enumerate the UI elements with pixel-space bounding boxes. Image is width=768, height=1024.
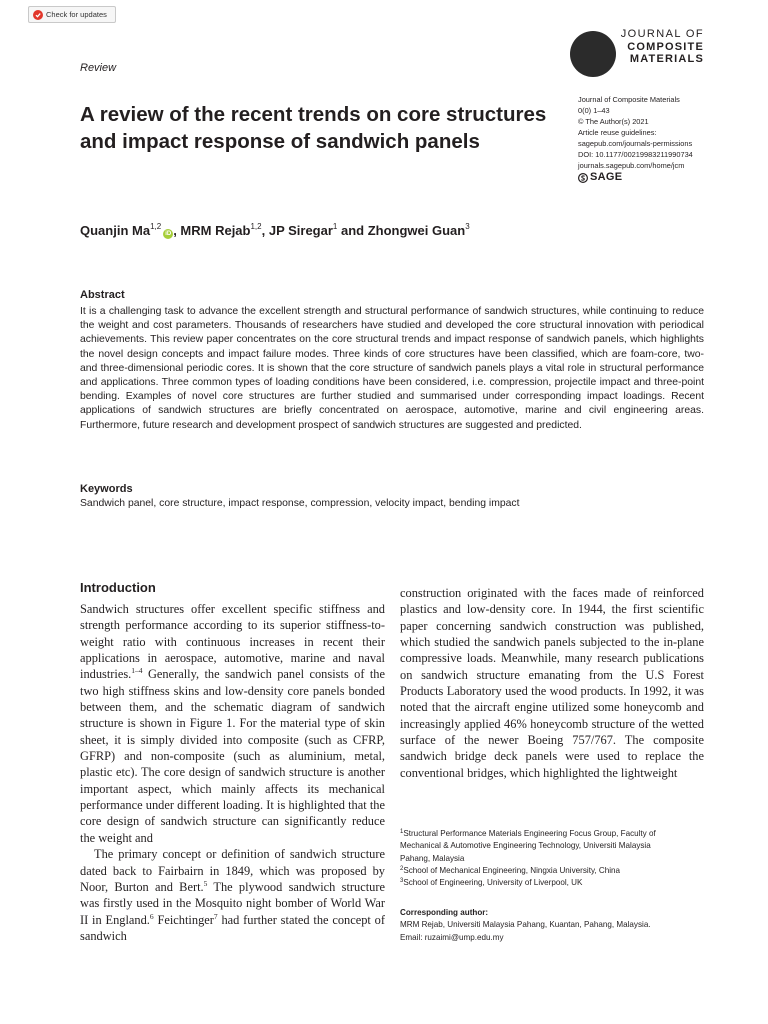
journal-logo-line1: JOURNAL OF: [620, 28, 704, 40]
paragraph: [80, 846, 385, 944]
affiliation-line: [400, 865, 704, 877]
doi-link[interactable]: DOI: 10.1177/00219983211990734: [578, 150, 693, 159]
paragraph-text: The primary concept or definition of sandwich structure dated back to Fairbairn in 1849, which was proposed by Noor, Burton and Bert.: [80, 847, 385, 894]
journal-logo-text: [621, 28, 704, 66]
publisher-name: SAGE: [590, 171, 623, 183]
journal-homepage-link[interactable]: journals.sagepub.com/home/jcm: [578, 161, 685, 170]
check-for-updates-button[interactable]: [28, 6, 116, 23]
corresponding-author-email[interactable]: Email: ruzaimi@ump.edu.my: [400, 932, 504, 942]
citation-ref[interactable]: 7: [213, 911, 218, 921]
journal-meta: [578, 94, 693, 183]
corresponding-author-heading: Corresponding author:: [400, 908, 489, 917]
corresponding-author-address: MRM Rejab, Universiti Malaysia Pahang, Kuantan, Pahang, Malaysia.: [400, 920, 651, 930]
right-column: [400, 585, 704, 781]
author-affiliation-ref: 1: [332, 222, 338, 231]
affiliation-line: Pahang, Malaysia: [400, 853, 465, 863]
check-updates-icon: [33, 10, 43, 20]
author-affiliation-ref: 1,2: [150, 222, 162, 231]
journal-logo-line2: COMPOSITE: [627, 40, 704, 53]
author-name[interactable]: , JP Siregar: [261, 223, 333, 238]
affiliation-line: [400, 828, 704, 840]
article-type-label: Review: [80, 62, 117, 74]
journal-name: Journal of Composite Materials: [578, 95, 680, 104]
affiliation-text: School of Engineering, University of Liverpool, UK: [403, 878, 583, 888]
author-affiliation-ref: 3: [465, 222, 470, 231]
journal-logo: [570, 28, 704, 80]
keywords-heading: Keywords: [80, 483, 133, 495]
author-affiliation-ref: 1,2: [250, 222, 262, 231]
journal-volume: 0(0) 1–43: [578, 106, 610, 115]
paragraph-text: Sandwich structures offer excellent specific stiffness and strength performance according to its superior stiffness-to-weight ratio with continuous increases in recent their applications in aerospace, automotive, marine and naval industries.: [80, 602, 385, 682]
introduction-heading: Introduction: [80, 580, 156, 595]
affiliation-number: 3: [400, 878, 404, 885]
sage-icon: [578, 173, 588, 183]
paragraph-text: Generally, the sandwich panel consists of the two high stiffness skins and low-density core panels bonded between them, and the schematic diagram of sandwich structure is shown in Figure 1. For the material type of skin sheet, it is simply divided into composite (such as CFRP, GFRP) and non-composite (such as aluminium, metal, plastic etc). The core design of sandwich structure is another important aspect, which mainly affects its mechanical performance under different loading. It is highlighted that the core design of sandwich structure can significantly reduce the weight and: [80, 667, 385, 845]
journal-logo-mark: [570, 31, 616, 77]
publisher-logo: [578, 172, 693, 183]
keywords-body: Sandwich panel, core structure, impact response, compression, velocity impact, bending impact: [80, 498, 520, 509]
citation-ref[interactable]: 5: [203, 878, 208, 888]
article-title: A review of the recent trends on core structures and impact response of sandwich panels: [80, 103, 547, 153]
affiliation-number: 2: [400, 865, 404, 872]
corresponding-author: [400, 907, 704, 944]
paragraph-text: had further stated the concept of sandwich: [80, 912, 386, 943]
author-list: [80, 222, 470, 239]
affiliation-line: [400, 877, 704, 889]
permissions-link[interactable]: sagepub.com/journals-permissions: [578, 139, 693, 148]
check-for-updates-label: Check for updates: [46, 10, 107, 19]
abstract-body: It is a challenging task to advance the excellent strength and structural performance of sandwich structures, while continuing to reduce the weight and cost parameters. Thousands of researchers have studied and developed the core structural innovation with periodical achievements. This review paper concentrates on the core structural trends and impact response of sandwich panels, which highlights the novel design concepts and impact failure modes. Three kinds of core structures have been classified, which are foam-core, two- and three-dimensional periodic cores. It is shown that the core structure of sandwich panels plays a vital role in structural performance and applications. Three common types of loading conditions have been considered, i.e. compression, projectile impact and three-point bending. Examples of novel core structures are further studied and summarised under corresponding impact loadings. Recent applications of sandwich structures are briefly concentrated on aerospace, automotive, marine and civil engineering areas. Furthermore, future research and development prospect of sandwich structures are suggested and predicted.: [80, 306, 704, 431]
paragraph: construction originated with the faces made of reinforced plastics and low-density core. In 1944, the first scientific paper concerning sandwich construction was published, which studied the sandwich panels subjected to the in-plane compressive loads. Meanwhile, many research publications on sandwich structure emanating from the U.S Forest Products Laboratory used the wood products. In 1992, it was noted that the aircraft engine utilized some honeycomb and increasingly applied 46% honeycomb structure of the wetted surface of the newer Boeing 757/767. The composite sandwich bridge deck panels were used to replace the conventional bridges, which highlighted the lightweight: [400, 586, 704, 780]
abstract-heading: Abstract: [80, 289, 125, 301]
affiliation-text: School of Mechanical Engineering, Ningxia University, China: [403, 865, 621, 875]
paragraph-text: The plywood sandwich structure was firstly used in the Mosquito night bomber of World War II in England.: [80, 879, 385, 927]
author-name[interactable]: , MRM Rejab: [173, 223, 251, 238]
citation-ref[interactable]: 1–4: [131, 666, 143, 676]
affiliation-line: Mechanical & Automotive Engineering Technology, Universiti Malaysia: [400, 841, 651, 851]
reuse-guidelines-label: Article reuse guidelines:: [578, 128, 657, 137]
left-column: [80, 601, 385, 944]
copyright-notice: © The Author(s) 2021: [578, 117, 649, 126]
citation-ref[interactable]: 6: [149, 911, 154, 921]
affiliation-number: 1: [400, 829, 404, 835]
affiliations: [400, 828, 704, 889]
paragraph: [80, 601, 385, 846]
journal-logo-line3: MATERIALS: [629, 53, 704, 65]
author-name[interactable]: and Zhongwei Guan: [337, 223, 466, 238]
orcid-icon[interactable]: iD: [165, 231, 172, 237]
affiliation-text: Structural Performance Materials Engineering Focus Group, Faculty of: [403, 829, 656, 838]
author-name[interactable]: Quanjin Ma: [80, 223, 151, 238]
paragraph-text: Feichtinger: [153, 912, 214, 927]
